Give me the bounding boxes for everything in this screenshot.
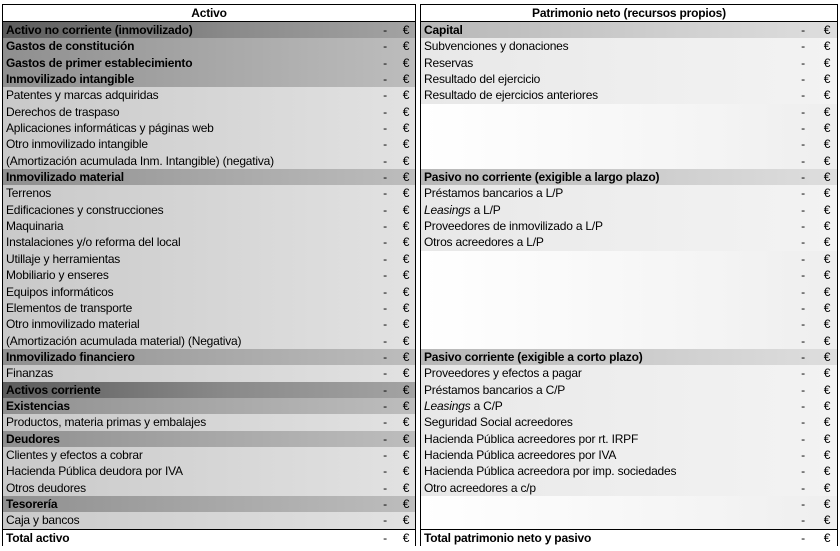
table-row[interactable] <box>3 234 415 250</box>
euro-sign: € <box>823 104 831 119</box>
italic-term: Leasings <box>424 202 471 217</box>
row-value: - <box>383 121 387 136</box>
table-row[interactable] <box>421 38 837 54</box>
row-label: Existencias <box>6 398 70 413</box>
row-value: - <box>801 447 805 462</box>
euro-sign: € <box>823 415 831 430</box>
row-value: - <box>383 235 387 250</box>
table-row[interactable] <box>3 87 415 103</box>
table-row[interactable] <box>421 333 837 349</box>
table-row[interactable] <box>421 414 837 430</box>
euro-sign: € <box>402 153 410 168</box>
table-row[interactable] <box>421 512 837 528</box>
table-row[interactable] <box>421 87 837 103</box>
row-value: - <box>801 170 805 185</box>
row-label: Gastos de constitución <box>6 39 135 54</box>
euro-sign: € <box>402 104 410 119</box>
row-label: Resultado de ejercicios anteriores <box>424 88 598 103</box>
euro-sign: € <box>823 72 831 87</box>
row-label: Inmovilizado financiero <box>6 349 135 364</box>
table-row[interactable] <box>3 365 415 381</box>
table-row[interactable] <box>3 153 415 169</box>
table-row[interactable] <box>421 136 837 152</box>
row-label: Subvenciones y donaciones <box>424 39 569 54</box>
row-label: Derechos de traspaso <box>6 104 120 119</box>
row-value: - <box>383 317 387 332</box>
euro-sign: € <box>823 137 831 152</box>
table-row[interactable] <box>421 300 837 316</box>
table-row[interactable] <box>421 120 837 136</box>
row-label: Total patrimonio neto y pasivo <box>424 530 592 545</box>
table-row[interactable] <box>421 202 837 218</box>
euro-sign: € <box>402 121 410 136</box>
row-label: Otro inmovilizado intangible <box>6 137 148 152</box>
activo-rows <box>3 22 415 546</box>
euro-sign: € <box>823 170 831 185</box>
row-label: Reservas <box>424 55 474 70</box>
euro-sign: € <box>402 464 410 479</box>
row-label: (Amortización acumulada material) (Negativa) <box>6 333 242 348</box>
row-value: - <box>383 219 387 234</box>
table-row[interactable] <box>3 218 415 234</box>
euro-sign: € <box>823 219 831 234</box>
row-label: Terrenos <box>6 186 52 201</box>
euro-sign: € <box>402 39 410 54</box>
row-label: Aplicaciones informáticas y páginas web <box>6 121 214 136</box>
table-row[interactable] <box>421 382 837 398</box>
table-row[interactable] <box>3 284 415 300</box>
euro-sign: € <box>402 55 410 70</box>
table-row[interactable] <box>421 234 837 250</box>
row-value: - <box>801 23 805 37</box>
table-row[interactable] <box>3 447 415 463</box>
table-row[interactable] <box>3 316 415 332</box>
table-row[interactable] <box>3 22 415 38</box>
patrimonio-panel <box>420 4 838 546</box>
row-value: - <box>383 349 387 364</box>
euro-sign: € <box>402 251 410 266</box>
table-row[interactable] <box>421 267 837 283</box>
row-label: Pasivo corriente (exigible a corto plazo) <box>424 349 643 364</box>
euro-sign: € <box>402 317 410 332</box>
table-row[interactable] <box>3 463 415 479</box>
row-value: - <box>383 104 387 119</box>
row-label: Edificaciones y construcciones <box>6 202 164 217</box>
row-value: - <box>801 415 805 430</box>
table-row[interactable] <box>3 169 415 185</box>
euro-sign: € <box>823 235 831 250</box>
euro-sign: € <box>823 530 831 545</box>
euro-sign: € <box>823 268 831 283</box>
row-value: - <box>801 202 805 217</box>
table-row[interactable] <box>3 267 415 283</box>
row-label: Patentes y marcas adquiridas <box>6 88 159 103</box>
row-value: - <box>383 153 387 168</box>
row-label: Activos corriente <box>6 382 101 397</box>
euro-sign: € <box>402 382 410 397</box>
table-row[interactable] <box>421 349 837 365</box>
euro-sign: € <box>402 72 410 87</box>
row-label: Otro acreedores a c/p <box>424 480 536 495</box>
euro-sign: € <box>823 431 831 446</box>
euro-sign: € <box>823 121 831 136</box>
row-value: - <box>801 333 805 348</box>
table-row[interactable] <box>3 71 415 87</box>
table-row[interactable] <box>421 169 837 185</box>
table-row[interactable] <box>421 463 837 479</box>
row-label: Caja y bancos <box>6 513 80 528</box>
row-label: Préstamos bancarios a L/P <box>424 186 564 201</box>
row-value: - <box>383 202 387 217</box>
row-value: - <box>383 268 387 283</box>
table-row[interactable] <box>3 431 415 447</box>
euro-sign: € <box>402 300 410 315</box>
row-label-rest: a L/P <box>470 202 501 217</box>
row-label: Proveedores y efectos a pagar <box>424 366 582 381</box>
table-row[interactable] <box>421 496 837 512</box>
euro-sign: € <box>402 530 410 545</box>
table-row[interactable] <box>3 120 415 136</box>
row-value: - <box>801 55 805 70</box>
row-label: Total activo <box>6 530 70 545</box>
row-value: - <box>801 530 805 545</box>
row-label: Inmovilizado intangible <box>6 72 135 87</box>
row-value: - <box>383 366 387 381</box>
row-label: Tesorería <box>6 496 58 511</box>
row-value: - <box>801 72 805 87</box>
table-row[interactable] <box>421 251 837 267</box>
row-label: Pasivo no corriente (exigible a largo plazo) <box>424 170 660 185</box>
euro-sign: € <box>402 137 410 152</box>
euro-sign: € <box>402 398 410 413</box>
euro-sign: € <box>823 333 831 348</box>
euro-sign: € <box>823 480 831 495</box>
row-label: Productos, materia primas y embalajes <box>6 415 207 430</box>
euro-sign: € <box>823 88 831 103</box>
row-label: Inmovilizado material <box>6 170 124 185</box>
row-label: Instalaciones y/o reforma del local <box>6 235 181 250</box>
table-row[interactable] <box>421 153 837 169</box>
euro-sign: € <box>823 153 831 168</box>
activo-header: Activo <box>3 5 415 22</box>
row-value: - <box>383 88 387 103</box>
euro-sign: € <box>823 366 831 381</box>
patrimonio-header: Patrimonio neto (recursos propios) <box>421 5 837 22</box>
row-value: - <box>801 398 805 413</box>
euro-sign: € <box>402 186 410 201</box>
row-label: Otro inmovilizado material <box>6 317 140 332</box>
total-activo-row[interactable] <box>3 529 415 546</box>
row-label: Hacienda Pública acreedores por rt. IRPF <box>424 431 639 446</box>
row-value: - <box>801 186 805 201</box>
table-row[interactable] <box>421 480 837 496</box>
row-label: Utillaje y herramientas <box>6 251 121 266</box>
row-value: - <box>383 23 387 37</box>
row-label: Resultado del ejercicio <box>424 72 541 87</box>
row-value: - <box>801 496 805 511</box>
table-row[interactable] <box>421 447 837 463</box>
table-row[interactable] <box>3 185 415 201</box>
euro-sign: € <box>823 349 831 364</box>
table-row[interactable] <box>421 104 837 120</box>
row-label: Hacienda Pública acreedores por IVA <box>424 447 617 462</box>
row-value: - <box>383 530 387 545</box>
row-value: - <box>801 366 805 381</box>
euro-sign: € <box>823 464 831 479</box>
row-value: - <box>801 268 805 283</box>
table-row[interactable] <box>3 496 415 512</box>
row-value: - <box>383 480 387 495</box>
table-row[interactable] <box>3 398 415 414</box>
euro-sign: € <box>402 23 410 37</box>
table-row[interactable] <box>421 218 837 234</box>
euro-sign: € <box>823 23 831 37</box>
euro-sign: € <box>402 88 410 103</box>
row-value: - <box>383 382 387 397</box>
row-label <box>424 202 501 218</box>
total-patrimonio-row[interactable] <box>421 529 837 546</box>
row-value: - <box>383 251 387 266</box>
euro-sign: € <box>402 284 410 299</box>
euro-sign: € <box>823 55 831 70</box>
row-value: - <box>383 170 387 185</box>
row-value: - <box>383 137 387 152</box>
table-row[interactable] <box>421 185 837 201</box>
row-value: - <box>383 398 387 413</box>
table-row[interactable] <box>3 480 415 496</box>
table-row[interactable] <box>421 284 837 300</box>
table-row[interactable] <box>3 333 415 349</box>
row-label <box>424 398 503 414</box>
row-value: - <box>383 300 387 315</box>
euro-sign: € <box>823 284 831 299</box>
euro-sign: € <box>402 333 410 348</box>
euro-sign: € <box>402 235 410 250</box>
row-value: - <box>801 284 805 299</box>
row-value: - <box>801 219 805 234</box>
italic-term: Leasings <box>424 398 471 413</box>
row-label: Proveedores de inmovilizado a L/P <box>424 219 603 234</box>
euro-sign: € <box>823 447 831 462</box>
row-value: - <box>383 284 387 299</box>
row-label: Clientes y efectos a cobrar <box>6 447 143 462</box>
row-value: - <box>383 447 387 462</box>
row-value: - <box>383 431 387 446</box>
row-value: - <box>383 333 387 348</box>
table-row[interactable] <box>421 431 837 447</box>
euro-sign: € <box>823 382 831 397</box>
row-label-rest: a C/P <box>470 398 503 413</box>
row-value: - <box>383 39 387 54</box>
euro-sign: € <box>402 513 410 528</box>
table-row[interactable] <box>3 382 415 398</box>
row-value: - <box>383 464 387 479</box>
activo-panel <box>2 4 416 546</box>
row-value: - <box>801 513 805 528</box>
row-value: - <box>383 55 387 70</box>
euro-sign: € <box>823 300 831 315</box>
row-label: Capital <box>424 23 463 37</box>
euro-sign: € <box>823 398 831 413</box>
row-value: - <box>801 480 805 495</box>
table-row[interactable] <box>3 512 415 528</box>
euro-sign: € <box>823 496 831 511</box>
euro-sign: € <box>823 39 831 54</box>
balance-sheet <box>2 4 838 546</box>
euro-sign: € <box>402 447 410 462</box>
row-value: - <box>801 153 805 168</box>
row-label: Otros acreedores a L/P <box>424 235 544 250</box>
row-value: - <box>801 121 805 136</box>
row-label: Préstamos bancarios a C/P <box>424 382 566 397</box>
row-label: Hacienda Pública acreedora por imp. sociedades <box>424 464 677 479</box>
euro-sign: € <box>823 317 831 332</box>
euro-sign: € <box>823 251 831 266</box>
row-value: - <box>801 137 805 152</box>
patrimonio-rows <box>421 22 837 546</box>
row-value: - <box>383 496 387 511</box>
euro-sign: € <box>402 170 410 185</box>
table-row[interactable] <box>3 55 415 71</box>
table-row[interactable] <box>421 71 837 87</box>
row-label: Seguridad Social acreedores <box>424 415 573 430</box>
table-row[interactable] <box>3 104 415 120</box>
row-value: - <box>801 104 805 119</box>
euro-sign: € <box>402 431 410 446</box>
euro-sign: € <box>402 202 410 217</box>
row-value: - <box>801 464 805 479</box>
row-value: - <box>383 72 387 87</box>
row-value: - <box>801 382 805 397</box>
euro-sign: € <box>402 415 410 430</box>
euro-sign: € <box>823 202 831 217</box>
row-value: - <box>383 513 387 528</box>
euro-sign: € <box>402 496 410 511</box>
table-row[interactable] <box>3 136 415 152</box>
table-row[interactable] <box>421 22 837 38</box>
row-label: Equipos informáticos <box>6 284 114 299</box>
row-label: Otros deudores <box>6 480 86 495</box>
euro-sign: € <box>402 480 410 495</box>
table-row[interactable] <box>3 300 415 316</box>
row-label: Elementos de transporte <box>6 300 133 315</box>
row-value: - <box>801 300 805 315</box>
row-value: - <box>383 186 387 201</box>
row-value: - <box>801 317 805 332</box>
euro-sign: € <box>823 186 831 201</box>
table-row[interactable] <box>421 365 837 381</box>
table-row[interactable] <box>421 55 837 71</box>
euro-sign: € <box>402 366 410 381</box>
row-value: - <box>801 431 805 446</box>
table-row[interactable] <box>3 349 415 365</box>
table-row[interactable] <box>421 316 837 332</box>
row-value: - <box>383 415 387 430</box>
row-value: - <box>801 251 805 266</box>
euro-sign: € <box>402 268 410 283</box>
row-value: - <box>801 235 805 250</box>
euro-sign: € <box>402 349 410 364</box>
row-value: - <box>801 349 805 364</box>
euro-sign: € <box>823 513 831 528</box>
row-label: Gastos de primer establecimiento <box>6 55 193 70</box>
row-label: Mobiliario y enseres <box>6 268 109 283</box>
row-label: Activo no corriente (inmovilizado) <box>6 23 193 37</box>
row-label: Hacienda Pública deudora por IVA <box>6 464 183 479</box>
row-label: Deudores <box>6 431 60 446</box>
table-row[interactable] <box>3 38 415 54</box>
row-value: - <box>801 39 805 54</box>
euro-sign: € <box>402 219 410 234</box>
table-row[interactable] <box>3 202 415 218</box>
table-row[interactable] <box>3 251 415 267</box>
row-value: - <box>801 88 805 103</box>
table-row[interactable] <box>3 414 415 430</box>
table-row[interactable] <box>421 398 837 414</box>
row-label: Maquinaria <box>6 219 64 234</box>
row-label: Finanzas <box>6 366 54 381</box>
row-label: (Amortización acumulada Inm. Intangible) (negativa) <box>6 153 274 168</box>
